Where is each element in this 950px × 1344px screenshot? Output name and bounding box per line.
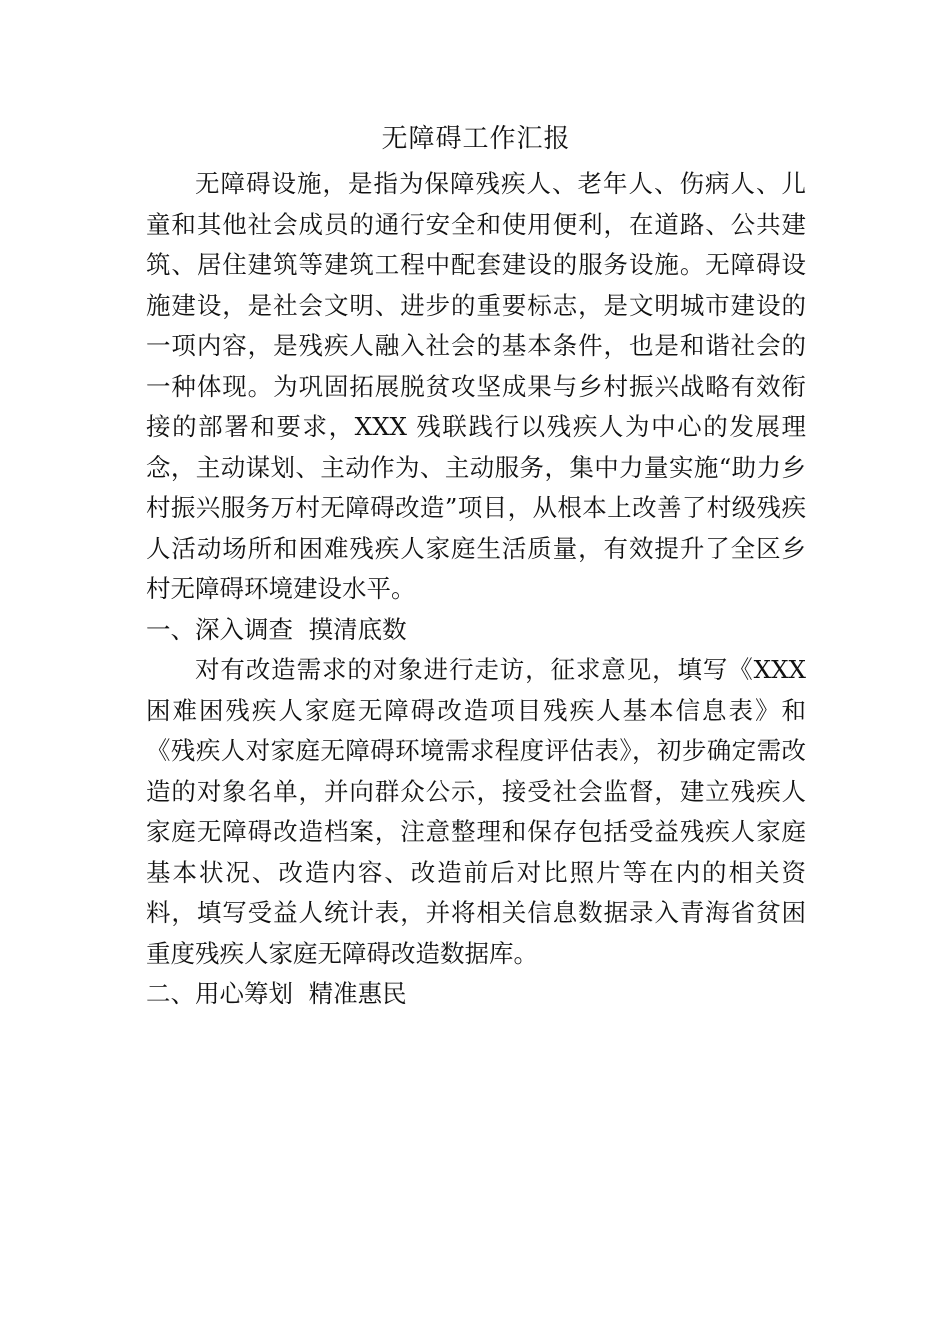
section-1-paragraph: 对有改造需求的对象进行走访，征求意见，填写《XXX 困难困残疾人家庭无障碍改造项目残疾人基本信息表》和《残疾人对家庭无障碍环境需求程度评估表》，初步确定需改造的对象名单，并向群众公示，接受社会监督，建立残疾人家庭无障碍改造档案，注意整理和保存包括受益残疾人家庭基本状况、改造内容、改造前后对比照片等在内的相关资料，填写受益人统计表，并将相关信息数据录入青海省贫困重度残疾人家庭无障碍改造数据库。 [146,655,806,968]
intro-paragraph: 无障碍设施，是指为保障残疾人、老年人、伤病人、儿童和其他社会成员的通行安全和使用便利，在道路、公共建筑、居住建筑等建筑工程中配套建设的服务设施。无障碍设施建设，是社会文明、进步的重要标志，是文明城市建设的一项内容，是残疾人融入社会的基本条件，也是和谐社会的一种体现。为巩固拓展脱贫攻坚成果与乡村振兴战略有效衔接的部署和要求，XXX 残联践行以残疾人为中心的发展理念，主动谋划、主动作为、主动服务，集中力量实施“助力乡村振兴服务万村无障碍改造”项目，从根本上改善了村级残疾人活动场所和困难残疾人家庭生活质量，有效提升了全区乡村无障碍环境建设水平。 [146,169,806,603]
section-heading-1: 一、深入调查 摸清底数 [146,614,407,644]
document-page [146,116,806,1015]
section-heading-2: 二、用心筹划 精准惠民 [146,979,407,1008]
document-title: 无障碍工作汇报 [381,124,571,154]
